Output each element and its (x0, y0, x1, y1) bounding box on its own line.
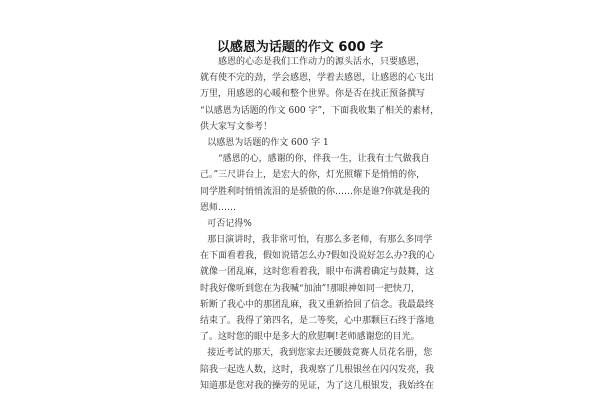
text-line: 可否记得% (207, 218, 252, 229)
text-line: 万里，用感恩的心暖和整个世界。你是否在找正预备撰写 (200, 89, 426, 100)
text-line: 恩师…… (200, 202, 237, 213)
text-line: 以感恩为话题的作文 600 字 1 (207, 137, 329, 148)
text-line: “以感恩为话题的作文 600 字”，下面我收集了相关的素材， (200, 105, 440, 116)
text-line: 接近考试的那天，我到您家去还腰鼓竟赛人员花名册，您 (207, 348, 433, 359)
text-line: 在下面看着我，假如说错怎么办?假如没说好怎么办?我的心 (200, 251, 435, 262)
text-line: 供大家写文参考！ (200, 121, 273, 132)
text-line: 感恩的心态是我们工作动力的源头活水，只要感恩， (218, 57, 426, 67)
text-line: 那日演讲时，我非常可怕，有那么多老师，有那么多同学 (207, 235, 433, 246)
text-line: 时我好像听到您在为我喊“加油”!那眼神如同一把快刀， (200, 283, 420, 294)
text-line: 斩断了我心中的那团乱麻，我又重新拾回了信念。我最最终 (200, 299, 435, 310)
text-line: 了。这时您的眼中是多大的欣慰啊!老师感谢您的目光。 (200, 332, 420, 343)
text-line: 知道那是您对我的操劳的见证，为了这几根银发，我始终在 (200, 380, 435, 391)
document-body (200, 54, 440, 394)
document-title: 以感恩为话题的作文 600 字 (216, 40, 384, 55)
text-line: 己。”三尺讲台上，是宏大的你，灯光照耀下是悄悄的你， (200, 170, 426, 181)
text-line: 结束了。我得了第四名，是二等奖，心中那颗巨石终于落地 (200, 316, 435, 326)
text-line: 陪我一起选人数，这时，我观察了几根银丝在闪闪发亮，我 (200, 364, 435, 375)
text-line: 就有使不完的劲，学会感恩，学着去感恩，让感恩的心飞出 (200, 73, 435, 84)
text-line: 就像一团乱麻，这时您看着我，眼中布满着确定与鼓舞，这 (200, 267, 435, 278)
text-line: 同学胜利时悄悄流泪的是骄傲的你……你是谁?你就是我的 (200, 186, 430, 197)
text-line: “感恩的心，感谢的你，伴我一生，让我有士气做我自 (218, 154, 430, 165)
